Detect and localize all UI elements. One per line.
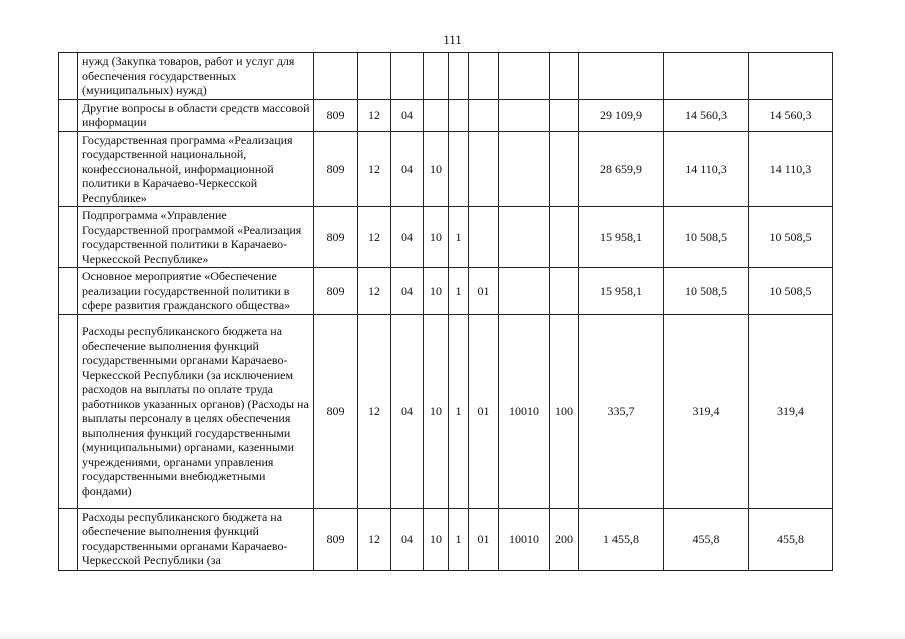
cell-subsection: 04 bbox=[391, 268, 424, 315]
cell-event bbox=[469, 99, 499, 131]
cell-ministry: 809 bbox=[314, 508, 358, 570]
row-description: Расходы республиканского бюджета на обеспечение выполнения функций государственными органами Карачаево-Черкесской Республики (за исключением расходов на выплаты по оплате труда работников указанных органов) (Расходы на выплаты персоналу в целях обеспечения выполнения функций государственными (муниципальными) органами, казенными учреждениями, органами управления государственными внебюджетными фондами) bbox=[78, 314, 314, 508]
table-row bbox=[59, 131, 833, 207]
cell-program bbox=[424, 53, 449, 100]
cell-section: 12 bbox=[358, 268, 391, 315]
cell-ministry: 809 bbox=[314, 99, 358, 131]
cell-expense-type: 200 bbox=[550, 508, 579, 570]
cell-program: 10 bbox=[424, 131, 449, 207]
row-number-cell bbox=[59, 53, 78, 100]
cell-event bbox=[469, 207, 499, 268]
row-description: Основное мероприятие «Обеспечение реализации государственной политики в сфере развития гражданского общества» bbox=[78, 268, 314, 315]
cell-event: 01 bbox=[469, 268, 499, 315]
cell-subsection: 04 bbox=[391, 314, 424, 508]
cell-amount-3: 455,8 bbox=[749, 508, 833, 570]
row-description: нужд (Закупка товаров, работ и услуг для обеспечения государственных (муниципальных) нужд) bbox=[78, 53, 314, 100]
row-description: Расходы республиканского бюджета на обеспечение выполнения функций государственными органами Карачаево-Черкесской Республики (за bbox=[78, 508, 314, 570]
cell-ministry: 809 bbox=[314, 207, 358, 268]
cell-event: 01 bbox=[469, 508, 499, 570]
cell-amount-3: 10 508,5 bbox=[749, 207, 833, 268]
cell-expense-type bbox=[550, 268, 579, 315]
cell-subprogram bbox=[449, 99, 469, 131]
row-number-cell bbox=[59, 314, 78, 508]
table-row bbox=[59, 99, 833, 131]
cell-amount-1: 28 659,9 bbox=[579, 131, 664, 207]
cell-ministry: 809 bbox=[314, 314, 358, 508]
cell-direction bbox=[499, 207, 550, 268]
cell-event bbox=[469, 131, 499, 207]
cell-subprogram: 1 bbox=[449, 314, 469, 508]
cell-amount-1: 1 455,8 bbox=[579, 508, 664, 570]
cell-program: 10 bbox=[424, 268, 449, 315]
cell-amount-3: 319,4 bbox=[749, 314, 833, 508]
cell-subprogram: 1 bbox=[449, 508, 469, 570]
table-row bbox=[59, 314, 833, 508]
cell-expense-type bbox=[550, 131, 579, 207]
row-description: Подпрограмма «Управление Государственной программой «Реализация государственной политики в Карачаево-Черкесской Республике» bbox=[78, 207, 314, 268]
cell-subsection: 04 bbox=[391, 99, 424, 131]
cell-amount-3: 10 508,5 bbox=[749, 268, 833, 315]
cell-amount-2: 10 508,5 bbox=[664, 207, 749, 268]
cell-amount-2: 319,4 bbox=[664, 314, 749, 508]
cell-amount-1: 15 958,1 bbox=[579, 207, 664, 268]
cell-direction bbox=[499, 268, 550, 315]
cell-subsection bbox=[391, 53, 424, 100]
row-number-cell bbox=[59, 268, 78, 315]
cell-amount-3 bbox=[749, 53, 833, 100]
cell-section: 12 bbox=[358, 207, 391, 268]
cell-event bbox=[469, 53, 499, 100]
cell-amount-1 bbox=[579, 53, 664, 100]
row-number-cell bbox=[59, 207, 78, 268]
cell-expense-type: 100 bbox=[550, 314, 579, 508]
budget-table bbox=[58, 52, 833, 571]
cell-subsection: 04 bbox=[391, 508, 424, 570]
cell-amount-2: 14 560,3 bbox=[664, 99, 749, 131]
table-row bbox=[59, 53, 833, 100]
cell-subsection: 04 bbox=[391, 131, 424, 207]
table-row bbox=[59, 207, 833, 268]
cell-program: 10 bbox=[424, 314, 449, 508]
cell-ministry: 809 bbox=[314, 268, 358, 315]
cell-ministry bbox=[314, 53, 358, 100]
cell-expense-type bbox=[550, 53, 579, 100]
cell-amount-2 bbox=[664, 53, 749, 100]
row-description: Государственная программа «Реализация государственной национальной, конфессиональной, информационной политики в Карачаево-Черкесской Республике» bbox=[78, 131, 314, 207]
cell-subprogram: 1 bbox=[449, 268, 469, 315]
cell-subprogram bbox=[449, 131, 469, 207]
cell-direction: 10010 bbox=[499, 508, 550, 570]
cell-amount-2: 455,8 bbox=[664, 508, 749, 570]
cell-program: 10 bbox=[424, 207, 449, 268]
cell-section bbox=[358, 53, 391, 100]
cell-expense-type bbox=[550, 99, 579, 131]
scan-edge bbox=[0, 631, 905, 639]
cell-direction bbox=[499, 131, 550, 207]
row-number-cell bbox=[59, 99, 78, 131]
cell-direction bbox=[499, 53, 550, 100]
cell-amount-3: 14 110,3 bbox=[749, 131, 833, 207]
row-number-cell bbox=[59, 131, 78, 207]
table-row bbox=[59, 508, 833, 570]
cell-amount-1: 15 958,1 bbox=[579, 268, 664, 315]
row-description: Другие вопросы в области средств массовой информации bbox=[78, 99, 314, 131]
page-number: 111 bbox=[443, 32, 462, 47]
cell-ministry: 809 bbox=[314, 131, 358, 207]
cell-amount-3: 14 560,3 bbox=[749, 99, 833, 131]
cell-section: 12 bbox=[358, 314, 391, 508]
cell-subsection: 04 bbox=[391, 207, 424, 268]
cell-amount-1: 335,7 bbox=[579, 314, 664, 508]
cell-amount-1: 29 109,9 bbox=[579, 99, 664, 131]
cell-event: 01 bbox=[469, 314, 499, 508]
cell-section: 12 bbox=[358, 131, 391, 207]
cell-subprogram: 1 bbox=[449, 207, 469, 268]
cell-program bbox=[424, 99, 449, 131]
cell-direction bbox=[499, 99, 550, 131]
cell-section: 12 bbox=[358, 99, 391, 131]
cell-amount-2: 14 110,3 bbox=[664, 131, 749, 207]
row-number-cell bbox=[59, 508, 78, 570]
cell-expense-type bbox=[550, 207, 579, 268]
cell-section: 12 bbox=[358, 508, 391, 570]
cell-subprogram bbox=[449, 53, 469, 100]
cell-amount-2: 10 508,5 bbox=[664, 268, 749, 315]
table-row bbox=[59, 268, 833, 315]
cell-direction: 10010 bbox=[499, 314, 550, 508]
cell-program: 10 bbox=[424, 508, 449, 570]
